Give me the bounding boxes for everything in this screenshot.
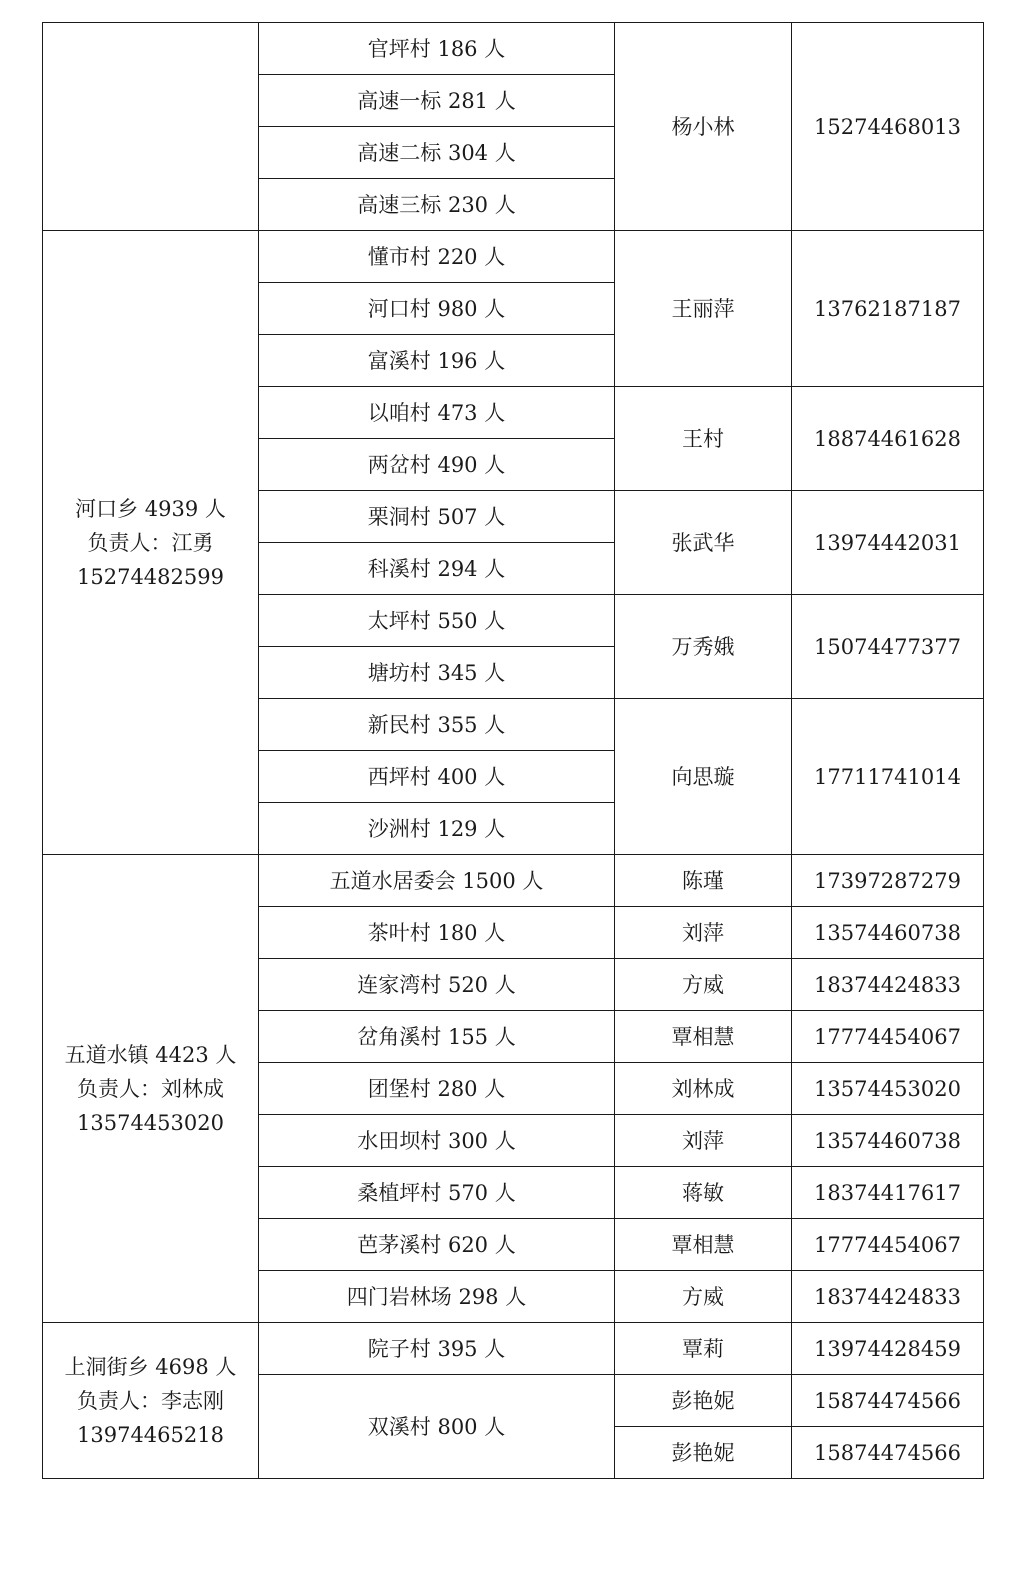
- village-cell: 院子村 395 人: [259, 1323, 615, 1375]
- village-cell: 四门岩林场 298 人: [259, 1271, 615, 1323]
- village-cell: 富溪村 196 人: [259, 335, 615, 387]
- contact-phone-cell: 18374424833: [792, 959, 984, 1011]
- contact-name-cell: 王丽萍: [615, 231, 792, 387]
- village-contact-table: [42, 22, 984, 1479]
- contact-phone-cell: 13574453020: [792, 1063, 984, 1115]
- village-cell: 科溪村 294 人: [259, 543, 615, 595]
- contact-name-cell: 刘林成: [615, 1063, 792, 1115]
- township-name: 五道水镇 4423 人: [64, 1042, 237, 1067]
- village-cell: 以咱村 473 人: [259, 387, 615, 439]
- township-cell: [43, 855, 259, 1323]
- contact-phone-cell: 15874474566: [792, 1375, 984, 1427]
- village-cell: 高速二标 304 人: [259, 127, 615, 179]
- township-cell: [43, 1323, 259, 1479]
- village-cell: 岔角溪村 155 人: [259, 1011, 615, 1063]
- township-cell: [43, 23, 259, 231]
- contact-name-cell: 万秀娥: [615, 595, 792, 699]
- contact-name-cell: 向思璇: [615, 699, 792, 855]
- village-cell: 水田坝村 300 人: [259, 1115, 615, 1167]
- township-cell: [43, 231, 259, 855]
- table-row: [43, 231, 984, 283]
- village-cell: 高速一标 281 人: [259, 75, 615, 127]
- village-cell: 桑植坪村 570 人: [259, 1167, 615, 1219]
- township-phone: 13574453020: [77, 1110, 224, 1135]
- contact-name-cell: 彭艳妮: [615, 1375, 792, 1427]
- village-cell: 西坪村 400 人: [259, 751, 615, 803]
- township-name: 上洞街乡 4698 人: [64, 1354, 237, 1379]
- village-cell: 官坪村 186 人: [259, 23, 615, 75]
- contact-name-cell: 覃相慧: [615, 1011, 792, 1063]
- table-row: [43, 1323, 984, 1375]
- village-cell: 茶叶村 180 人: [259, 907, 615, 959]
- contact-name-cell: 张武华: [615, 491, 792, 595]
- contact-name-cell: 陈瑾: [615, 855, 792, 907]
- village-cell: 两岔村 490 人: [259, 439, 615, 491]
- contact-phone-cell: 13574460738: [792, 1115, 984, 1167]
- contact-name-cell: 方威: [615, 1271, 792, 1323]
- village-cell: 河口村 980 人: [259, 283, 615, 335]
- contact-name-cell: 刘萍: [615, 907, 792, 959]
- township-phone: 13974465218: [77, 1422, 224, 1447]
- contact-name-cell: 王村: [615, 387, 792, 491]
- village-cell: 芭茅溪村 620 人: [259, 1219, 615, 1271]
- contact-phone-cell: 18874461628: [792, 387, 984, 491]
- contact-name-cell: 杨小林: [615, 23, 792, 231]
- contact-phone-cell: 13762187187: [792, 231, 984, 387]
- contact-phone-cell: 15074477377: [792, 595, 984, 699]
- contact-phone-cell: 17711741014: [792, 699, 984, 855]
- contact-name-cell: 蒋敏: [615, 1167, 792, 1219]
- village-cell: 太坪村 550 人: [259, 595, 615, 647]
- contact-phone-cell: 15274468013: [792, 23, 984, 231]
- contact-phone-cell: 17774454067: [792, 1219, 984, 1271]
- township-phone: 15274482599: [77, 564, 224, 589]
- contact-name-cell: 彭艳妮: [615, 1427, 792, 1479]
- township-leader: 负责人：刘林成: [77, 1076, 224, 1101]
- village-cell: 团堡村 280 人: [259, 1063, 615, 1115]
- village-cell: 双溪村 800 人: [259, 1375, 615, 1479]
- table-row: [43, 23, 984, 75]
- contact-phone-cell: 13974442031: [792, 491, 984, 595]
- contact-phone-cell: 18374424833: [792, 1271, 984, 1323]
- village-cell: 连家湾村 520 人: [259, 959, 615, 1011]
- contact-phone-cell: 15874474566: [792, 1427, 984, 1479]
- village-cell: 栗洞村 507 人: [259, 491, 615, 543]
- village-cell: 高速三标 230 人: [259, 179, 615, 231]
- village-cell: 沙洲村 129 人: [259, 803, 615, 855]
- village-cell: 五道水居委会 1500 人: [259, 855, 615, 907]
- contact-phone-cell: 13974428459: [792, 1323, 984, 1375]
- table-row: [43, 855, 984, 907]
- contact-phone-cell: 18374417617: [792, 1167, 984, 1219]
- village-cell: 塘坊村 345 人: [259, 647, 615, 699]
- contact-name-cell: 方威: [615, 959, 792, 1011]
- contact-phone-cell: 17397287279: [792, 855, 984, 907]
- contact-name-cell: 覃相慧: [615, 1219, 792, 1271]
- village-cell: 新民村 355 人: [259, 699, 615, 751]
- contact-phone-cell: 17774454067: [792, 1011, 984, 1063]
- contact-phone-cell: 13574460738: [792, 907, 984, 959]
- township-leader: 负责人：李志刚: [77, 1388, 224, 1413]
- contact-name-cell: 覃莉: [615, 1323, 792, 1375]
- township-name: 河口乡 4939 人: [75, 496, 226, 521]
- village-cell: 懂市村 220 人: [259, 231, 615, 283]
- township-leader: 负责人：江勇: [87, 530, 214, 555]
- contact-name-cell: 刘萍: [615, 1115, 792, 1167]
